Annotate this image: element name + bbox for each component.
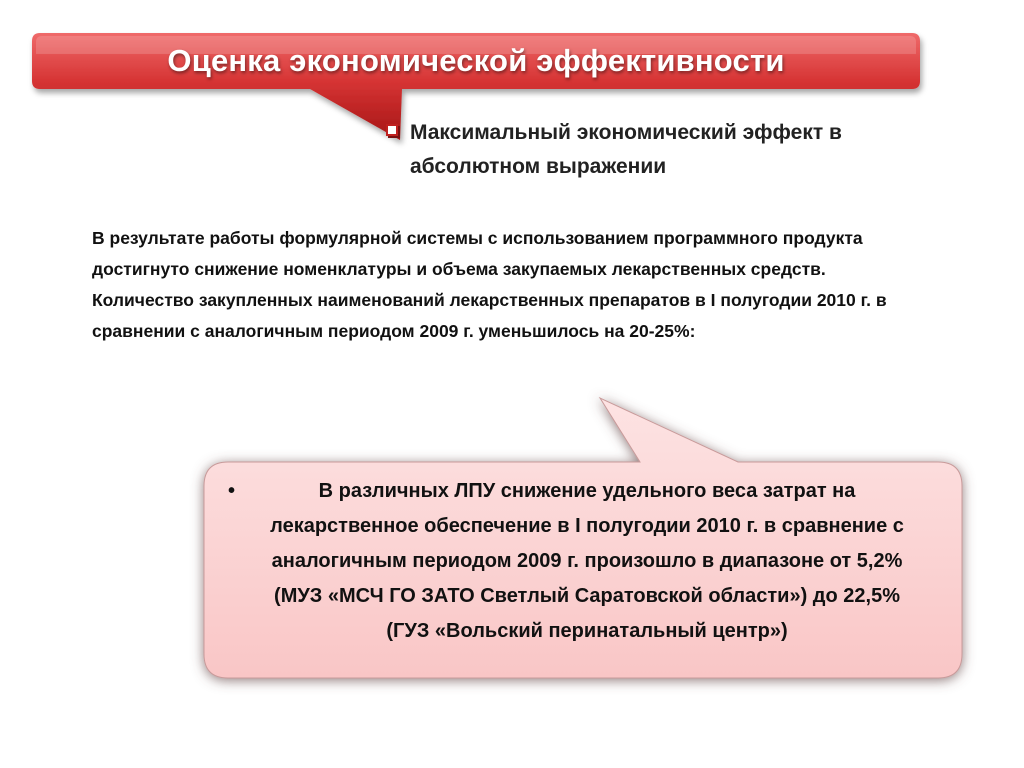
page-title: Оценка экономической эффективности bbox=[167, 43, 785, 78]
callout-text: В различных ЛПУ снижение удельного веса затрат на лекарственное обеспечение в I полугодии 2010 г. в сравнение с аналогичным периодом 2009 г. произошло в диапазоне от 5,2% (МУЗ «МСЧ ГО ЗАТО Светлый Саратовской области») до 22,5% (ГУЗ «Вольский перинатальный центр») bbox=[270, 480, 904, 642]
callout-list-item bbox=[228, 474, 938, 649]
section-heading: Максимальный экономический эффект в абсолютном выражении bbox=[410, 121, 842, 178]
bullet-dot: • bbox=[228, 480, 236, 502]
body-paragraph: В результате работы формулярной системы с использованием программного продукта достигнуто снижение номенклатуры и объема закупаемых лекарственных средств. Количество закупленных наименований лекарственных препаратов в I полугодии 2010 г. в сравнении с аналогичным периодом 2009 г. уменьшилось на 20-25%: bbox=[92, 228, 887, 341]
